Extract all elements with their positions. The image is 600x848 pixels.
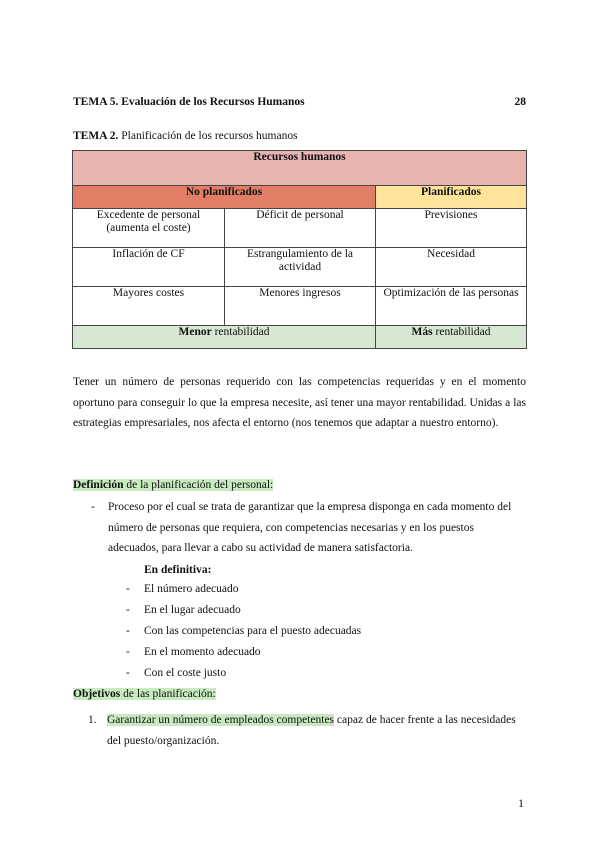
footer-right-text: rentabilidad: [432, 326, 491, 338]
footer-right-bold: Más: [411, 326, 433, 338]
objetivo-number: 1.: [88, 714, 97, 726]
objetivo-rest: capaz de hacer frente a las necesidades del puesto/organización.: [107, 714, 516, 747]
list-dash: -: [126, 604, 130, 616]
en-definitiva-title: En definitiva:: [144, 564, 212, 576]
list-dash: -: [126, 646, 130, 658]
table-cell: Excedente de personal (aumenta el coste): [73, 209, 225, 248]
list-item-text: El número adecuado: [144, 583, 239, 595]
bullet-dash: -: [91, 501, 95, 513]
objetivos-heading: [73, 688, 216, 700]
footer-menor-rentabilidad: [73, 326, 376, 349]
footer-mas-rentabilidad: [376, 326, 527, 349]
table-cell: Previsiones: [376, 209, 527, 248]
section-subtitle: [73, 130, 298, 142]
intro-paragraph: Tener un número de personas requerido con las competencias requeridas y en el momento oportuno para conseguir lo que la empresa necesite, así tener una mayor rentabilidad. Unidas a las estrategias empresariales, nos afecta el entorno (nos tenemos que adaptar a nuestro entorno).: [73, 376, 526, 429]
definition-bullet: [73, 497, 526, 559]
definition-highlight: [73, 479, 273, 491]
category-no-planificados: No planificados: [73, 186, 376, 209]
list-item-text: En el lugar adecuado: [144, 604, 241, 616]
bullet-text: Proceso por el cual se trata de garantizar que la empresa disponga en cada momento del número de personas que requiera, con competencias necesarias y en los puestos adecuados, para llevar a cabo su actividad de manera satisfactoria.: [108, 501, 512, 554]
list-item-text: En el momento adecuado: [144, 646, 261, 658]
list-dash: -: [126, 667, 130, 679]
table-cell: Déficit de personal: [225, 209, 376, 248]
page-header: [73, 96, 526, 108]
table-cell: Necesidad: [376, 248, 527, 287]
definition-label: Definición: [73, 479, 124, 491]
recursos-humanos-table: [72, 150, 527, 349]
footer-left-text: rentabilidad: [211, 326, 270, 338]
objetivo-text: [107, 710, 527, 751]
definition-text: de la planificación del personal:: [123, 479, 274, 491]
footer-left-bold: Menor: [178, 326, 212, 338]
list-item-text: Con las competencias para el puesto adecuadas: [144, 625, 362, 637]
subtitle-label: TEMA 2.: [73, 130, 119, 142]
page-number: 1: [518, 796, 524, 810]
table-cell: Mayores costes: [73, 287, 225, 326]
table-cell: Optimización de las personas: [376, 287, 527, 326]
subtitle-text: Planificación de los recursos humanos: [118, 130, 298, 142]
table-cell: Inflación de CF: [73, 248, 225, 287]
table-cell: Menores ingresos: [225, 287, 376, 326]
table-cell: Estrangulamiento de la actividad: [225, 248, 376, 287]
table-title: Recursos humanos: [73, 151, 527, 186]
header-page-ref: 28: [514, 96, 526, 108]
table-row: [73, 209, 527, 248]
definition-heading: [73, 479, 273, 491]
table-row: [73, 287, 527, 326]
objetivos-text: de las planificación:: [120, 688, 216, 700]
list-item-text: Con el coste justo: [144, 667, 227, 679]
objetivo-highlight: Garantizar un número de empleados competentes: [107, 714, 335, 726]
table-row: [73, 248, 527, 287]
objetivos-highlight: [73, 688, 216, 700]
header-title: TEMA 5. Evaluación de los Recursos Humanos: [73, 96, 305, 108]
list-dash: -: [126, 625, 130, 637]
category-planificados: Planificados: [376, 186, 527, 209]
list-dash: -: [126, 583, 130, 595]
objetivos-label: Objetivos: [73, 688, 121, 700]
